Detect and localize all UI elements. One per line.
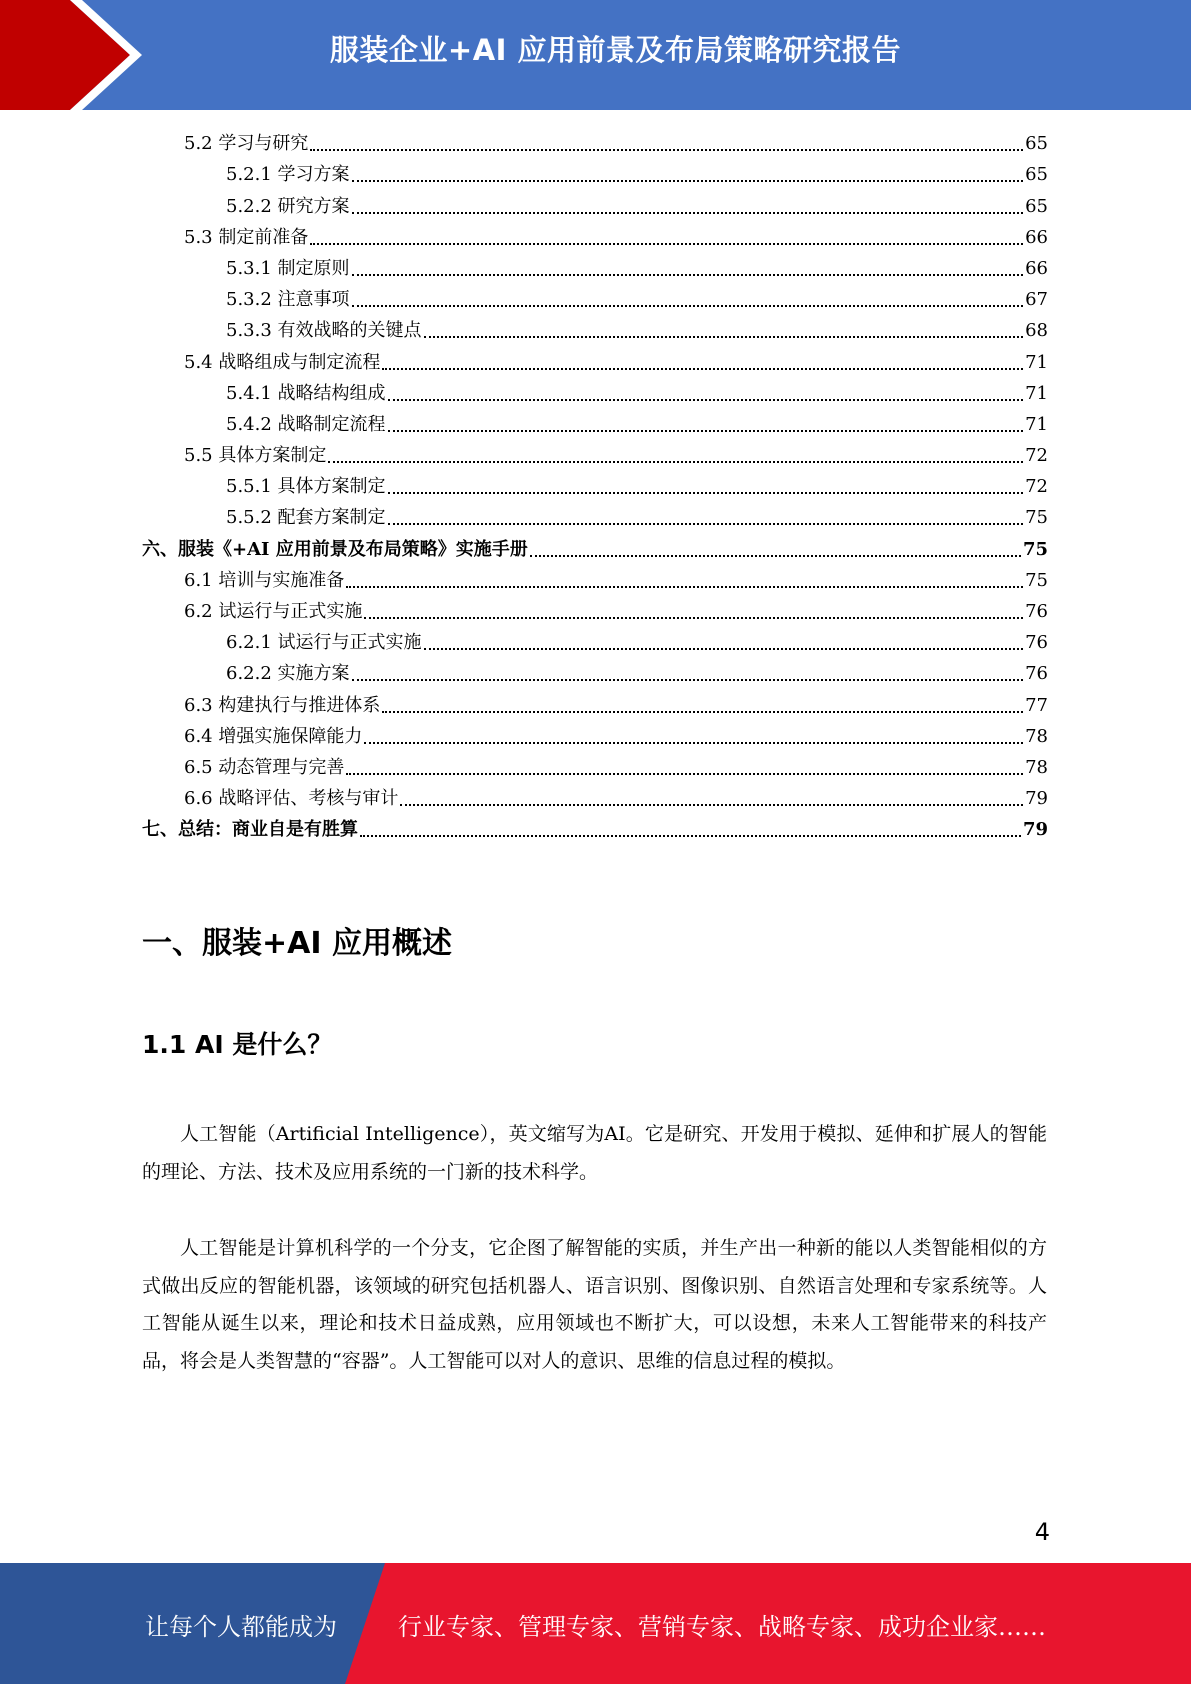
toc-entry[interactable] [142, 627, 1048, 658]
toc-dot-leader [352, 179, 1024, 182]
toc-entry-page: 71 [1025, 382, 1048, 404]
toc-entry[interactable] [142, 721, 1048, 752]
toc-entry-page: 76 [1025, 632, 1048, 654]
toc-entry-page: 72 [1025, 476, 1048, 498]
section-heading: 一、服装+AI 应用概述 [142, 926, 452, 961]
toc-entry-label: 5.2 学习与研究 [184, 133, 309, 155]
toc-entry-page: 75 [1025, 507, 1048, 529]
toc-entry-page: 75 [1022, 538, 1048, 560]
toc-entry[interactable] [142, 128, 1048, 159]
toc-entry-page: 72 [1025, 445, 1048, 467]
toc-entry-page: 71 [1025, 351, 1048, 373]
toc-entry-page: 78 [1025, 725, 1048, 747]
toc-dot-leader [328, 460, 1023, 463]
toc-dot-leader [424, 647, 1024, 650]
toc-dot-leader [424, 335, 1024, 338]
subsection-heading: 1.1 AI 是什么？ [142, 1030, 333, 1059]
page-header [0, 0, 1191, 110]
toc-entry-page: 76 [1025, 663, 1048, 685]
toc-entry[interactable] [142, 533, 1048, 564]
toc-entry-page: 79 [1022, 819, 1048, 841]
toc-dot-leader [346, 585, 1023, 588]
toc-entry-label: 5.4 战略组成与制定流程 [184, 351, 381, 373]
toc-dot-leader [530, 554, 1021, 557]
toc-entry[interactable] [142, 752, 1048, 783]
toc-entry-label: 5.3.1 制定原则 [226, 257, 350, 279]
toc-entry-page: 76 [1025, 601, 1048, 622]
toc-dot-leader [364, 616, 1023, 619]
toc-entry-label: 5.5.2 配套方案制定 [226, 507, 386, 529]
toc-entry-label: 5.2.2 研究方案 [226, 195, 350, 217]
toc-entry-label: 6.6 战略评估、考核与审计 [184, 788, 399, 810]
toc-dot-leader [310, 242, 1023, 245]
toc-dot-leader [382, 710, 1023, 713]
toc-entry-label: 6.2 试运行与正式实施 [184, 601, 363, 622]
toc-entry-page: 66 [1025, 257, 1048, 279]
toc-entry-label: 5.3.3 有效战略的关键点 [226, 320, 422, 342]
toc-entry[interactable] [142, 502, 1048, 533]
toc-entry-label: 5.3 制定前准备 [184, 226, 309, 248]
toc-entry[interactable] [142, 222, 1048, 253]
toc-entry-page: 75 [1025, 569, 1048, 591]
toc-entry-page: 77 [1025, 694, 1048, 716]
toc-entry[interactable] [142, 689, 1048, 720]
toc-entry[interactable] [142, 190, 1048, 221]
toc-entry[interactable] [142, 409, 1048, 440]
toc-entry-page: 65 [1025, 164, 1048, 186]
toc-dot-leader [388, 522, 1024, 525]
toc-entry[interactable] [142, 471, 1048, 502]
toc-entry[interactable] [142, 565, 1048, 596]
body-paragraph: 人工智能（Artificial Intelligence），英文缩写为AI。它是研究、开发用于模拟、延伸和扩展人的智能的理论、方法、技术及应用系统的一门新的技术科学。 [142, 1123, 1047, 1183]
toc-entry-label: 6.1 培训与实施准备 [184, 569, 345, 591]
toc-entry[interactable] [142, 783, 1048, 814]
toc-entry-page: 65 [1025, 133, 1048, 155]
toc-dot-leader [352, 678, 1024, 681]
page-footer [0, 1563, 1191, 1684]
toc-entry-label: 5.4.1 战略结构组成 [226, 382, 386, 404]
toc-entry[interactable] [142, 596, 1048, 627]
toc-entry-label: 6.2.1 试运行与正式实施 [226, 632, 422, 654]
toc-entry-page: 67 [1025, 289, 1048, 311]
toc-dot-leader [352, 273, 1024, 276]
toc-entry-label: 六、服装《+AI 应用前景及布局策略》实施手册 [142, 538, 528, 560]
table-of-contents [142, 128, 1048, 845]
toc-entry-label: 5.5.1 具体方案制定 [226, 476, 386, 498]
toc-entry-page: 65 [1025, 195, 1048, 217]
toc-entry-page: 78 [1025, 756, 1048, 778]
toc-entry-label: 6.5 动态管理与完善 [184, 756, 345, 778]
toc-entry-page: 71 [1025, 413, 1048, 435]
report-title: 服装企业+AI 应用前景及布局策略研究报告 [329, 33, 902, 67]
toc-dot-leader [352, 304, 1024, 307]
toc-entry[interactable] [142, 440, 1048, 471]
toc-entry[interactable] [142, 346, 1048, 377]
toc-entry[interactable] [142, 253, 1048, 284]
toc-entry[interactable] [142, 658, 1048, 689]
toc-dot-leader [388, 429, 1024, 432]
body-paragraph: 人工智能是计算机科学的一个分支，它企图了解智能的实质，并生产出一种新的能以人类智能相似的方式做出反应的智能机器，该领域的研究包括机器人、语言识别、图像识别、自然语言处理和专家系统等。人工智能从诞生以来，理论和技术日益成熟，应用领域也不断扩大，可以设想，未来人工智能带来的科技产品，将会是人类智慧的“容器”。人工智能可以对人的意识、思维的信息过程的模拟。 [142, 1237, 1047, 1372]
toc-dot-leader [364, 741, 1023, 744]
toc-entry-label: 6.2.2 实施方案 [226, 663, 350, 685]
toc-dot-leader [310, 148, 1023, 151]
toc-entry-page: 66 [1025, 226, 1048, 248]
toc-entry[interactable] [142, 378, 1048, 409]
toc-entry[interactable] [142, 315, 1048, 346]
toc-dot-leader [388, 491, 1024, 494]
footer-slogan-left: 让每个人都能成为 [145, 1613, 337, 1641]
toc-entry-label: 七、总结：商业自是有胜算 [142, 819, 358, 841]
toc-dot-leader [382, 367, 1023, 370]
toc-dot-leader [346, 772, 1023, 775]
toc-dot-leader [388, 398, 1024, 401]
toc-entry-label: 6.3 构建执行与推进体系 [184, 694, 381, 716]
toc-entry-page: 68 [1025, 320, 1048, 342]
footer-slogan-right: 行业专家、管理专家、营销专家、战略专家、成功企业家…… [398, 1613, 1046, 1641]
toc-entry[interactable] [142, 159, 1048, 190]
toc-entry[interactable] [142, 814, 1048, 845]
toc-entry-label: 5.2.1 学习方案 [226, 164, 350, 186]
toc-entry-label: 5.4.2 战略制定流程 [226, 413, 386, 435]
toc-entry-page: 79 [1025, 788, 1048, 810]
toc-entry-label: 5.3.2 注意事项 [226, 289, 350, 311]
toc-dot-leader [352, 211, 1024, 214]
toc-entry[interactable] [142, 284, 1048, 315]
toc-dot-leader [360, 834, 1021, 837]
page-number: 4 [1034, 1518, 1050, 1546]
toc-dot-leader [400, 803, 1023, 806]
toc-entry-label: 5.5 具体方案制定 [184, 445, 327, 467]
toc-entry-label: 6.4 增强实施保障能力 [184, 725, 363, 747]
